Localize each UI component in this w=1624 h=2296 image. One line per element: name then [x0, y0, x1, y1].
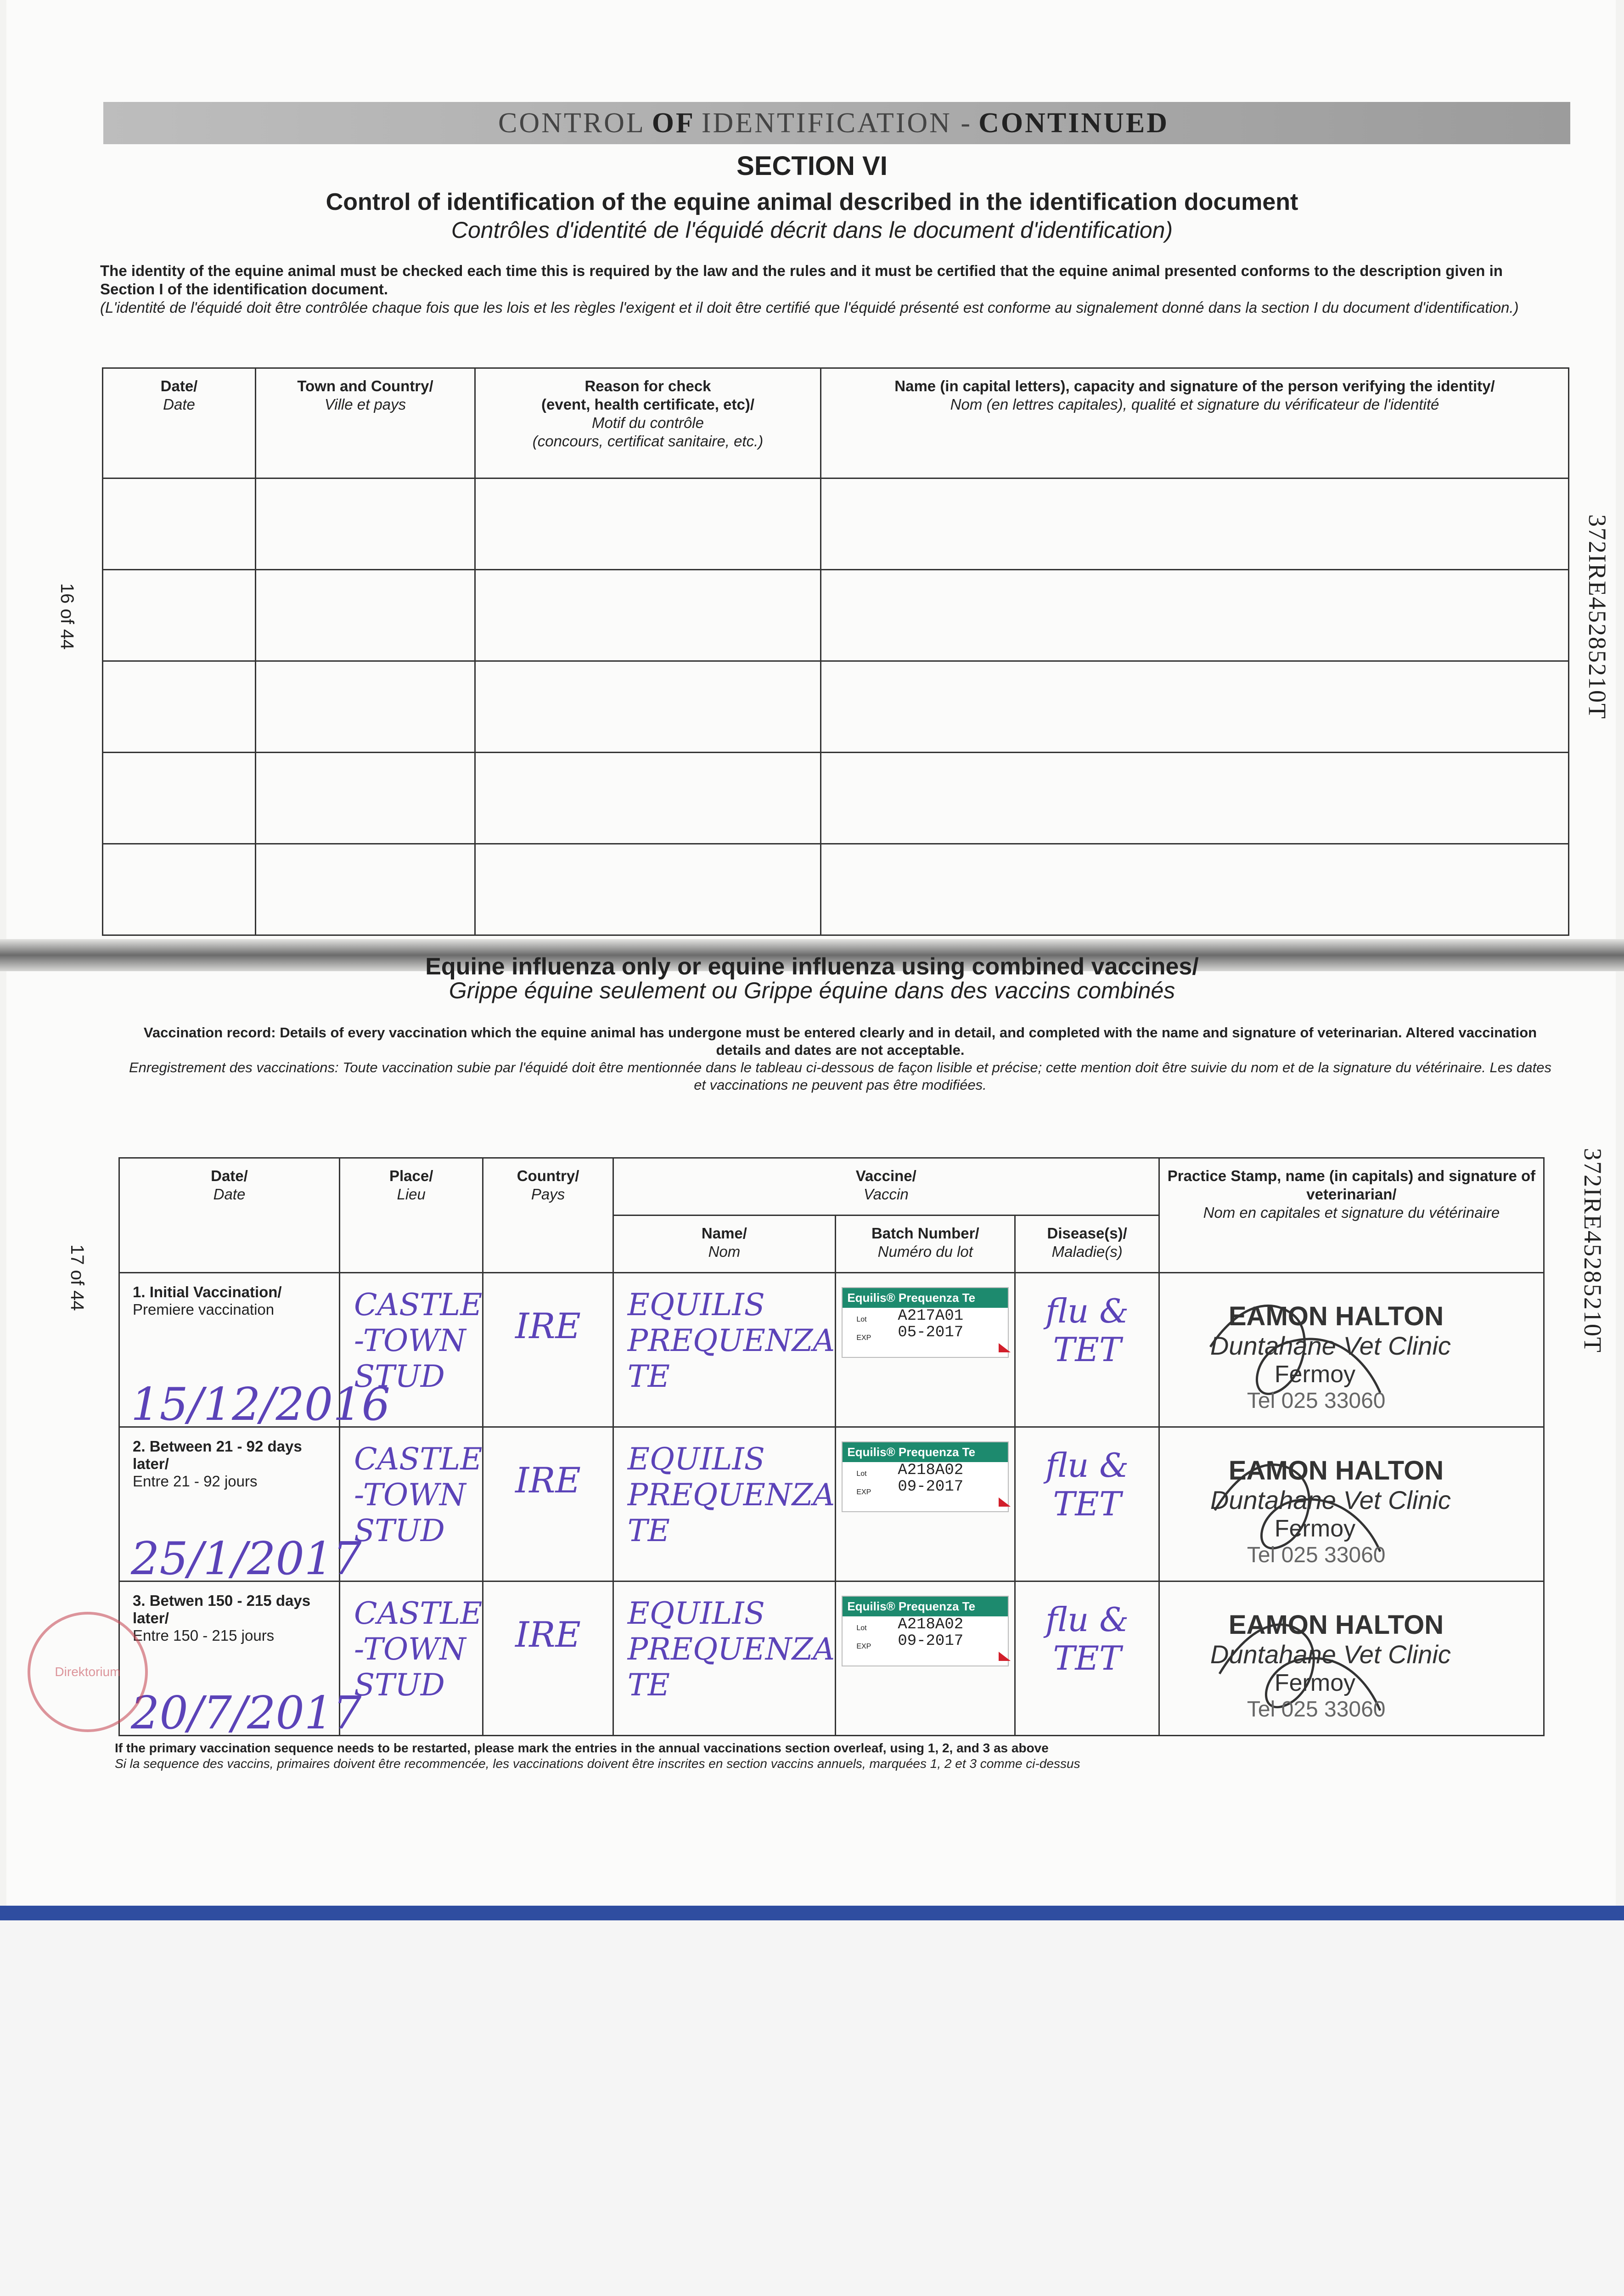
passport-cover-edge — [0, 1906, 1624, 1920]
vet-clinic: Duntahane Vet Clinic — [1210, 1640, 1451, 1669]
vaccination-intro-en: Vaccination record: Details of every vaccination which the equine animal has undergone must be entered clearly and in detail, and completed with the name and signature of veterinarian. Altered vaccination details and dates are not acceptable. — [143, 1024, 1537, 1058]
vaccination-footer-en: If the primary vaccination sequence needs to be restarted, please mark the entries in the annual vaccinations section overleaf, using 1, 2, and 3 as above — [115, 1741, 1049, 1755]
handwritten-country: IRE — [515, 1460, 581, 1501]
banner-part-4: CONTINUED — [978, 107, 1169, 139]
vaccination-title-fr: Grippe équine seulement ou Grippe équine dans des vaccins combinés — [449, 978, 1175, 1003]
handwritten-vaccine: EQUILIS PREQUENZA TE — [627, 1441, 835, 1548]
col-town — [256, 368, 475, 478]
sticker-lot-mark: Lot — [856, 1624, 867, 1632]
handwritten-country: IRE — [515, 1306, 581, 1346]
col-date-fr: Date — [163, 396, 195, 413]
table-row — [103, 478, 1569, 570]
vet-stamp — [1160, 1273, 1543, 1426]
sticker-red-tab — [999, 1652, 1011, 1661]
sticker-brand: Equilis® Prequenza Te — [843, 1442, 1008, 1462]
scanner-background — [0, 1920, 1624, 2296]
handwritten-place: CASTLE -TOWN STUD — [354, 1596, 483, 1703]
row-label-fr: Entre 21 - 92 jours — [133, 1473, 258, 1490]
vaccination-title-en: Equine influenza only or equine influenza using combined vaccines/ — [425, 953, 1199, 980]
vcol-place-fr: Lieu — [397, 1186, 426, 1203]
col-date — [103, 368, 256, 478]
vet-stamp — [1160, 1428, 1543, 1581]
banner-part-1: CONTROL — [498, 107, 646, 139]
col-town-fr: Ville et pays — [324, 396, 406, 413]
sticker-exp: 09-2017 — [898, 1632, 964, 1650]
col-reason-en2: (event, health certificate, etc)/ — [541, 396, 754, 413]
sticker-exp-mark: EXP — [856, 1488, 871, 1496]
vaccination-footer-fr: Si la sequence des vaccins, primaires doivent être recommencée, les vaccinations doivent être inscrites en section vaccins annuels, marquées 1, 2 et 3 comme ci-dessus — [115, 1756, 1080, 1771]
handwritten-disease: flu & TET — [1045, 1292, 1129, 1369]
vcol-country-en: Country/ — [517, 1167, 579, 1184]
col-date-en: Date/ — [160, 377, 198, 394]
vaccination-intro-fr: Enregistrement des vaccinations: Toute vaccination subie par l'équidé doit être mentionnée dans le tableau ci-dessous de façon lisible et précise; cette mention doit être suivie du nom et de la signature du vétérinaire. Les dates et vaccinations ne peuvent pas être modifiées. — [129, 1059, 1551, 1093]
vaccination-intro — [129, 1024, 1552, 1094]
vet-clinic: Duntahane Vet Clinic — [1210, 1486, 1451, 1514]
vcol-date-en: Date/ — [211, 1167, 248, 1184]
vcol-country-fr: Pays — [531, 1186, 565, 1203]
batch-sticker — [842, 1287, 1009, 1358]
handwritten-place: CASTLE -TOWN STUD — [354, 1287, 483, 1394]
sticker-lot-mark: Lot — [856, 1470, 867, 1478]
vcol-place — [339, 1158, 483, 1273]
vcol-batch-en: Batch Number/ — [871, 1225, 979, 1242]
col-verifier-fr: Nom (en lettres capitales), qualité et signature du vérificateur de l'identité — [950, 396, 1439, 413]
vcol-stamp — [1159, 1158, 1544, 1273]
vet-name: EAMON HALTON — [1228, 1610, 1444, 1640]
vcol-vaccine-fr: Vaccin — [863, 1186, 909, 1203]
vet-stamp — [1160, 1582, 1543, 1735]
handwritten-date: 15/12/2016 — [131, 1379, 390, 1431]
batch-sticker — [842, 1441, 1009, 1512]
vet-name: EAMON HALTON — [1228, 1301, 1444, 1331]
col-reason — [475, 368, 821, 478]
section-banner — [103, 102, 1570, 144]
vet-clinic: Duntahane Vet Clinic — [1210, 1331, 1451, 1360]
sticker-lot-mark: Lot — [856, 1316, 867, 1323]
sticker-lot: A218A02 — [898, 1616, 964, 1633]
row-label-fr: Premiere vaccination — [133, 1301, 275, 1318]
handwritten-disease: flu & TET — [1045, 1600, 1129, 1677]
vcol-stamp-en: Practice Stamp, name (in capitals) and signature of veterinarian/ — [1167, 1167, 1536, 1203]
table-row — [103, 844, 1569, 935]
vet-tel: Tel 025 33060 — [1247, 1389, 1386, 1413]
table-row — [119, 1427, 1544, 1581]
col-reason-fr: Motif du contrôle — [592, 414, 704, 431]
table-row — [119, 1581, 1544, 1736]
sticker-lot: A218A02 — [898, 1462, 964, 1479]
vaccination-date-cell — [119, 1581, 362, 1739]
control-title-en: Control of identification of the equine animal described in the identification document — [326, 189, 1298, 215]
vcol-name-fr: Nom — [708, 1243, 741, 1260]
vcol-date-fr: Date — [213, 1186, 246, 1203]
handwritten-date: 20/7/2017 — [131, 1687, 362, 1739]
section-title: SECTION VI — [736, 151, 888, 181]
sticker-brand: Equilis® Prequenza Te — [843, 1597, 1008, 1616]
vcol-name-en: Name/ — [701, 1225, 747, 1242]
sticker-red-tab — [999, 1497, 1011, 1507]
vet-tel: Tel 025 33060 — [1247, 1697, 1386, 1722]
handwritten-country: IRE — [515, 1614, 581, 1655]
row-label-en: 3. Betwen 150 - 215 days later/ — [133, 1592, 311, 1626]
col-town-en: Town and Country/ — [297, 377, 433, 394]
vcol-disease-en: Disease(s)/ — [1047, 1225, 1127, 1242]
handwritten-date: 25/1/2017 — [131, 1533, 362, 1585]
sticker-brand: Equilis® Prequenza Te — [843, 1288, 1008, 1308]
handwritten-place: CASTLE -TOWN STUD — [354, 1441, 483, 1548]
vcol-batch — [836, 1216, 1015, 1273]
vet-town: Fermoy — [1274, 1670, 1356, 1696]
passport-id-bottom: 372IRE45285210T — [1579, 1148, 1607, 1353]
table-row — [119, 1273, 1544, 1427]
banner-part-2: OF — [652, 107, 695, 139]
row-label-fr: Entre 150 - 215 jours — [133, 1627, 275, 1644]
page-number-top: 16 of 44 — [57, 583, 77, 650]
col-verifier-en: Name (in capital letters), capacity and signature of the person verifying the identity/ — [894, 377, 1495, 394]
vcol-stamp-fr: Nom en capitales et signature du vétérinaire — [1203, 1204, 1500, 1221]
identity-check-table — [102, 367, 1569, 936]
vcol-date — [119, 1158, 340, 1273]
vcol-name — [613, 1216, 835, 1273]
sticker-exp: 09-2017 — [898, 1478, 964, 1496]
table-row — [103, 570, 1569, 661]
handwritten-vaccine: EQUILIS PREQUENZA TE — [627, 1287, 835, 1394]
control-title-fr: Contrôles d'identité de l'équidé décrit dans le document d'identification) — [451, 217, 1173, 243]
row-label-en: 1. Initial Vaccination/ — [133, 1283, 282, 1300]
vcol-vaccine — [613, 1158, 1159, 1216]
sticker-lot: A217A01 — [898, 1307, 964, 1325]
control-intro-fr: (L'identité de l'équidé doit être contrôlée chaque fois que les lois et les règles l'exigent et il doit être certifié que l'équidé présenté est conforme au signalement donné dans la section I du document d'identification.) — [100, 299, 1519, 316]
vaccination-footer — [115, 1740, 1309, 1772]
vet-town: Fermoy — [1274, 1361, 1356, 1388]
handwritten-disease: flu & TET — [1045, 1446, 1129, 1523]
vet-town: Fermoy — [1274, 1515, 1356, 1542]
vet-tel: Tel 025 33060 — [1247, 1543, 1386, 1567]
vaccination-table — [118, 1157, 1545, 1739]
vaccination-date-cell — [119, 1427, 362, 1585]
vet-name: EAMON HALTON — [1228, 1456, 1444, 1486]
table-row — [103, 753, 1569, 844]
vcol-disease — [1015, 1216, 1159, 1273]
page-number-bottom: 17 of 44 — [67, 1244, 87, 1311]
vcol-place-en: Place/ — [389, 1167, 433, 1184]
col-reason-fr2: (concours, certificat sanitaire, etc.) — [532, 433, 764, 450]
col-verifier — [821, 368, 1569, 478]
handwritten-vaccine: EQUILIS PREQUENZA TE — [627, 1596, 835, 1703]
vcol-disease-fr: Maladie(s) — [1051, 1243, 1123, 1260]
control-intro-en: The identity of the equine animal must be checked each time this is required by the law and the rules and it must be certified that the equine animal presented conforms to the description given in Section I of the identification document. — [100, 262, 1503, 298]
sticker-exp: 05-2017 — [898, 1324, 964, 1341]
sticker-exp-mark: EXP — [856, 1334, 871, 1342]
official-red-stamp: Direktorium — [28, 1612, 148, 1732]
sticker-red-tab — [999, 1343, 1011, 1352]
vcol-vaccine-en: Vaccine/ — [855, 1167, 916, 1184]
col-reason-en: Reason for check — [584, 377, 711, 394]
control-intro — [100, 262, 1546, 317]
vaccination-date-cell — [119, 1273, 390, 1431]
table-row — [103, 661, 1569, 753]
vcol-country — [483, 1158, 613, 1273]
sticker-exp-mark: EXP — [856, 1643, 871, 1650]
banner-part-3: IDENTIFICATION - — [701, 107, 972, 139]
vcol-batch-fr: Numéro du lot — [877, 1243, 973, 1260]
batch-sticker — [842, 1596, 1009, 1666]
row-label-en: 2. Between 21 - 92 days later/ — [133, 1438, 302, 1472]
passport-id-top: 372IRE45285210T — [1584, 514, 1611, 720]
